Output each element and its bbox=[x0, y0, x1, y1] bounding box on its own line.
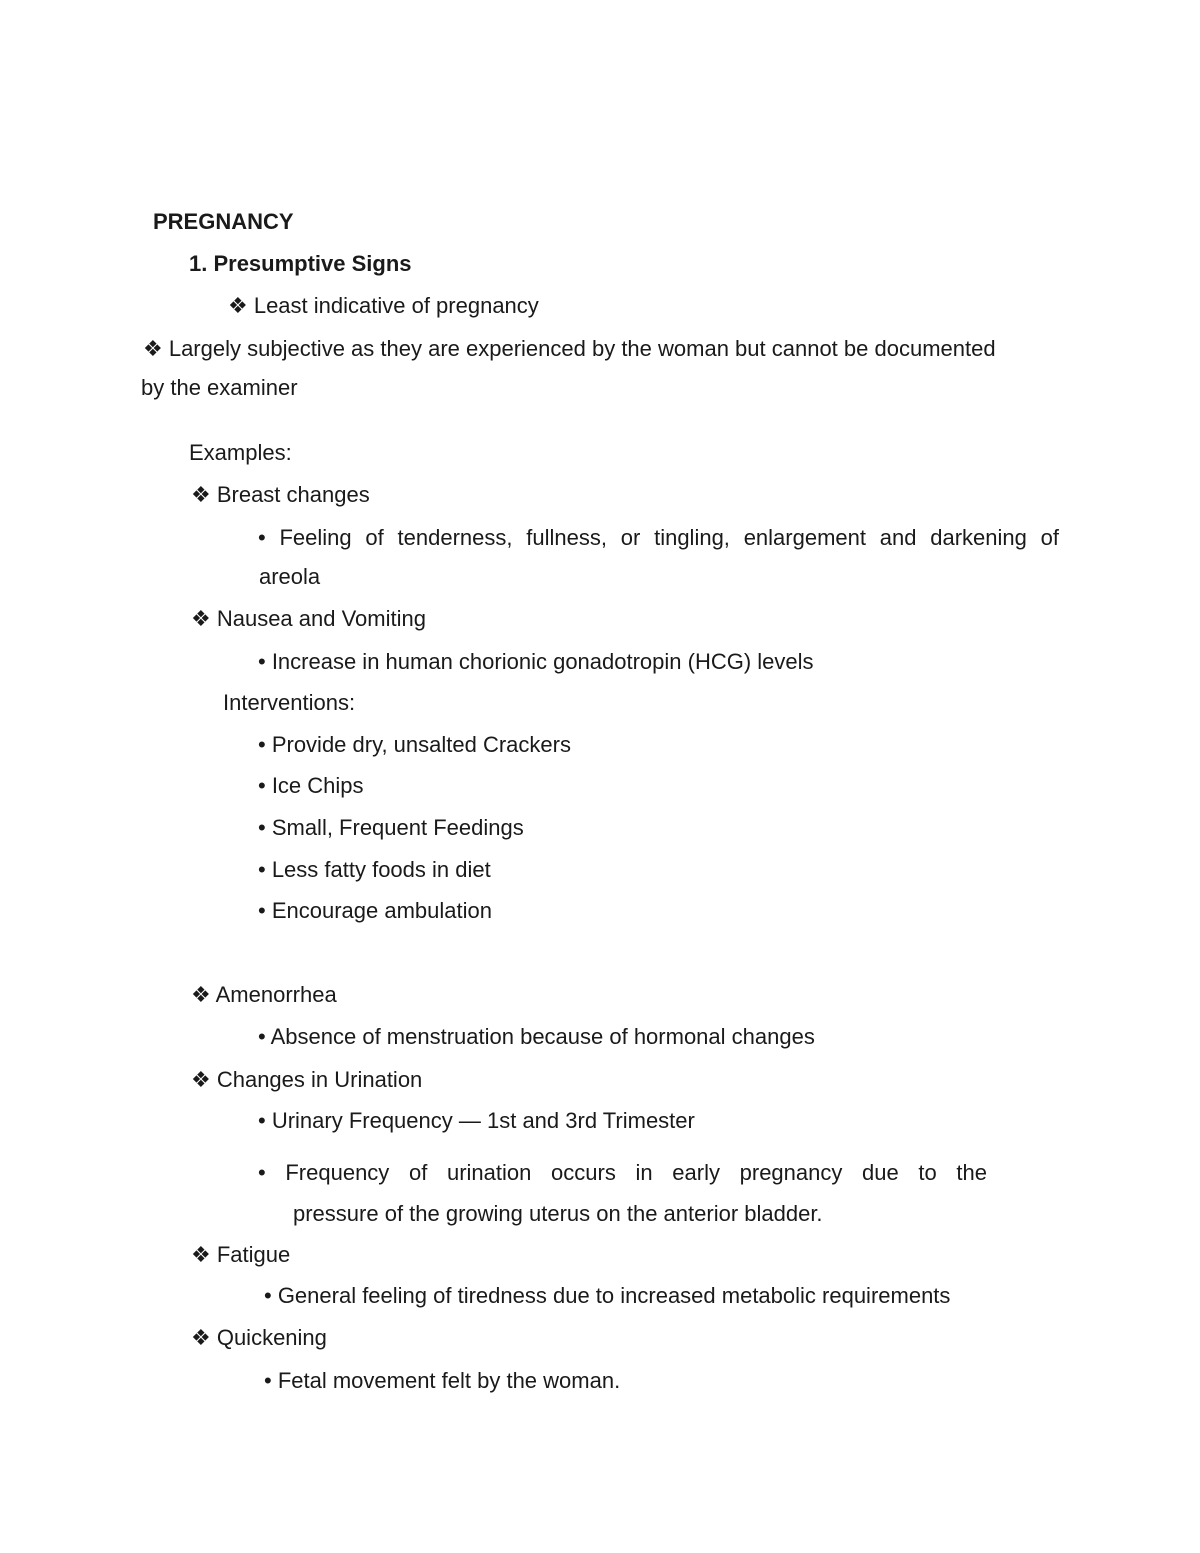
intervention-item: • Provide dry, unsalted Crackers bbox=[258, 732, 571, 757]
fatigue-heading: ❖ Fatigue bbox=[191, 1242, 291, 1267]
intervention-item: • Less fatty foods in diet bbox=[258, 857, 491, 882]
page-title: PREGNANCY bbox=[153, 209, 294, 234]
intro-bullet-subjective: ❖ Largely subjective as they are experienced by the woman but cannot be documented bbox=[143, 336, 996, 361]
intervention-item: • Small, Frequent Feedings bbox=[258, 815, 524, 840]
quickening-heading: ❖ Quickening bbox=[191, 1325, 327, 1350]
nausea-heading: ❖ Nausea and Vomiting bbox=[191, 606, 426, 631]
quickening-detail: • Fetal movement felt by the woman. bbox=[264, 1368, 621, 1393]
urination-pressure-detail-cont: pressure of the growing uterus on the anterior bladder. bbox=[293, 1201, 823, 1226]
urination-heading: ❖ Changes in Urination bbox=[191, 1067, 423, 1092]
nausea-detail: • Increase in human chorionic gonadotropin (HCG) levels bbox=[258, 649, 814, 674]
intro-bullet-subjective-cont: by the examiner bbox=[141, 375, 298, 400]
amenorrhea-detail: • Absence of menstruation because of hormonal changes bbox=[258, 1024, 815, 1049]
intervention-item: • Ice Chips bbox=[258, 773, 364, 798]
amenorrhea-heading: ❖ Amenorrhea bbox=[191, 982, 337, 1007]
fatigue-detail: • General feeling of tiredness due to increased metabolic requirements bbox=[264, 1283, 951, 1308]
urination-pressure-detail: • Frequency of urination occurs in early pregnancy due to the bbox=[258, 1160, 987, 1185]
interventions-label: Interventions: bbox=[223, 690, 356, 715]
breast-changes-heading: ❖ Breast changes bbox=[191, 482, 370, 507]
breast-changes-detail: • Feeling of tenderness, fullness, or tingling, enlargement and darkening of bbox=[258, 525, 1059, 550]
intervention-item: • Encourage ambulation bbox=[258, 898, 492, 923]
breast-changes-detail-cont: areola bbox=[259, 564, 321, 589]
urination-frequency-detail: • Urinary Frequency — 1st and 3rd Trimester bbox=[258, 1108, 695, 1133]
examples-label: Examples: bbox=[189, 440, 292, 465]
section-heading: 1. Presumptive Signs bbox=[189, 251, 412, 276]
intro-bullet-least-indicative: ❖ Least indicative of pregnancy bbox=[228, 293, 539, 318]
